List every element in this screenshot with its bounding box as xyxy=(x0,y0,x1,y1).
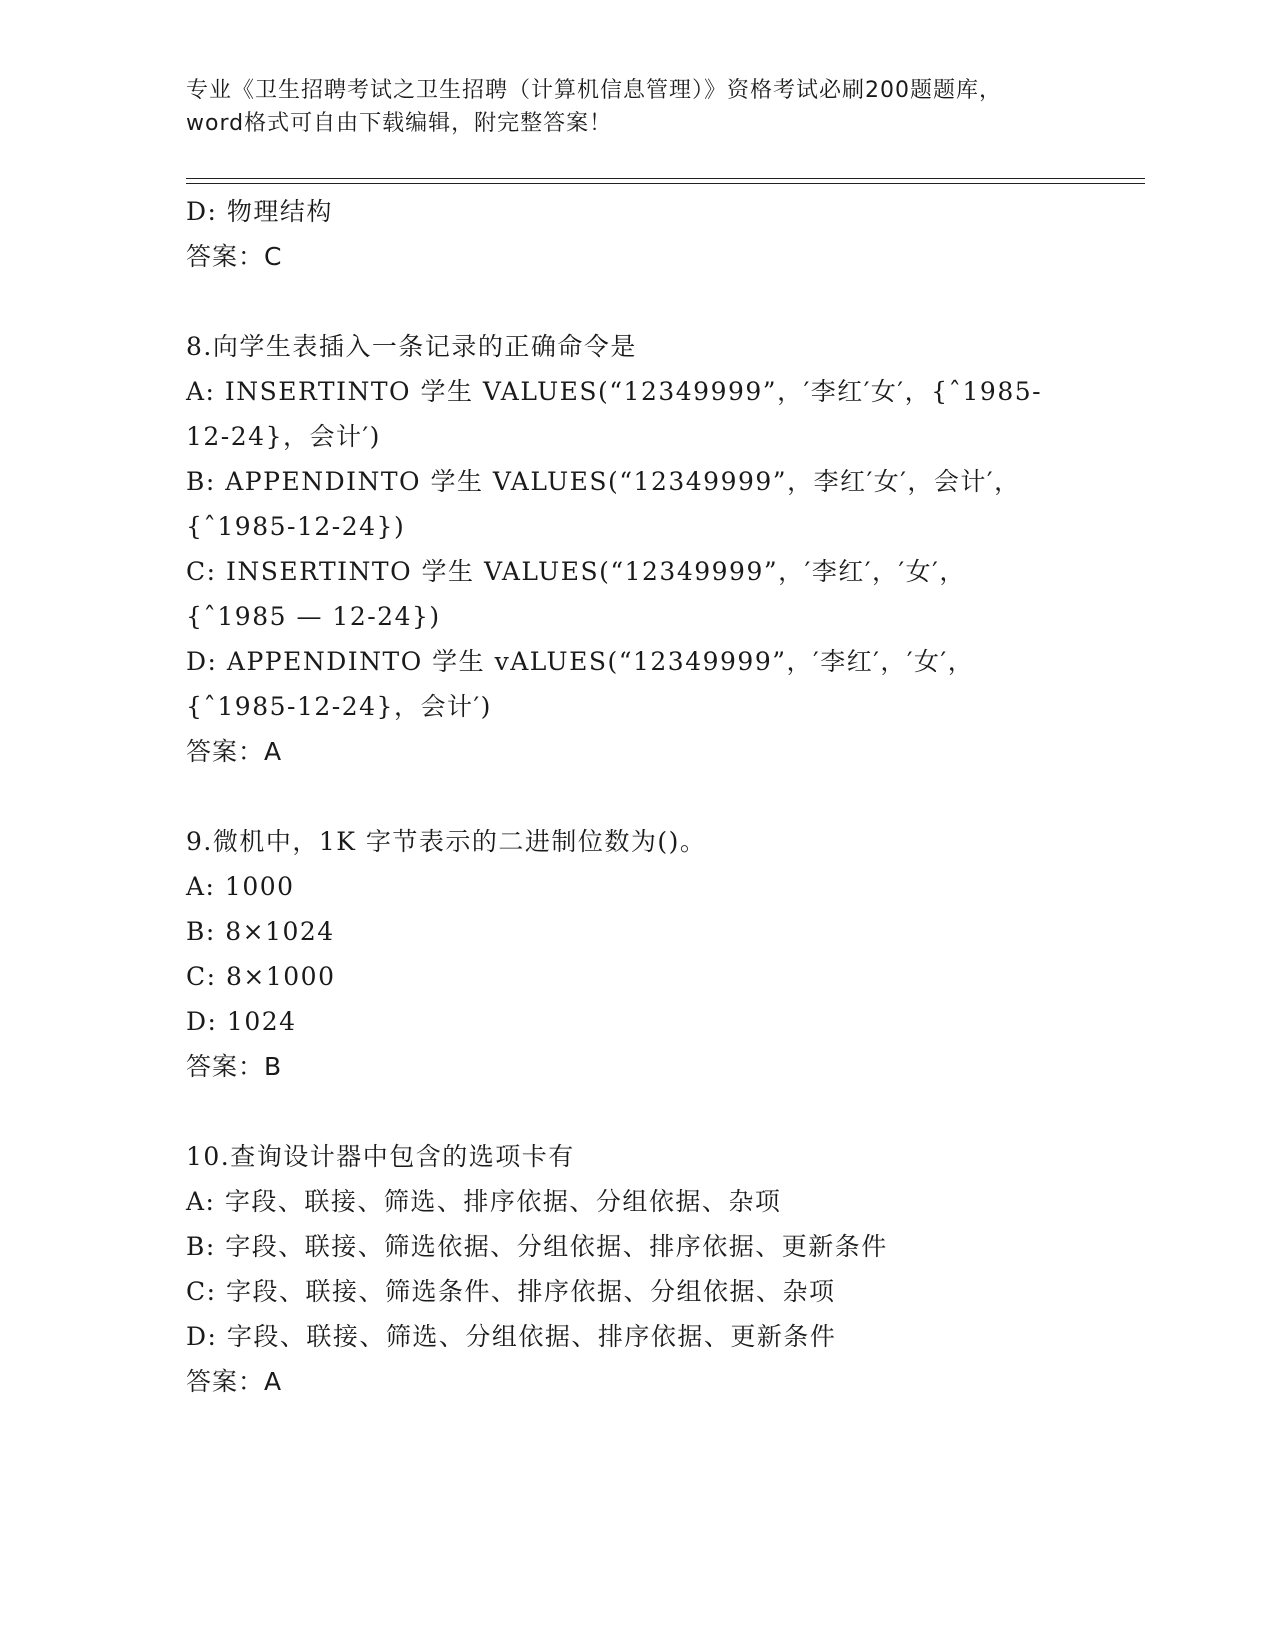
q9-option-c: C: 8×1000 xyxy=(186,962,336,991)
q8-question: 8.向学生表插入一条记录的正确命令是 xyxy=(186,332,637,361)
header-divider-top xyxy=(186,178,1145,179)
header-divider-bottom xyxy=(186,183,1145,184)
spacer xyxy=(186,1089,1106,1134)
document-header xyxy=(186,74,1086,140)
question-8 xyxy=(186,324,1106,774)
q8-option-b-line-1: B: APPENDINTO 学生 VALUES(“12349999”，李红′女′，会计′， xyxy=(186,467,1021,496)
q10-option-a: A: 字段、联接、筛选、排序依据、分组依据、杂项 xyxy=(186,1187,782,1216)
q10-option-c: C: 字段、联接、筛选条件、排序依据、分组依据、杂项 xyxy=(186,1277,836,1306)
q8-option-c-line-2: {ˆ1985 — 12-24}) xyxy=(186,602,441,631)
spacer xyxy=(186,279,1106,324)
question-list xyxy=(186,189,1106,1404)
q7-answer: 答案：C xyxy=(186,242,283,271)
question-9 xyxy=(186,819,1106,1089)
q8-option-d-line-1: D: APPENDINTO 学生 vALUES(“12349999”，′李红′，′女′， xyxy=(186,647,975,676)
q9-answer: 答案：B xyxy=(186,1052,283,1081)
q8-option-a-line-2: 12-24}，会计′) xyxy=(186,422,381,451)
q9-question: 9.微机中，1K 字节表示的二进制位数为()。 xyxy=(186,827,707,856)
q9-option-a: A: 1000 xyxy=(186,872,295,901)
q7-option-d: D: 物理结构 xyxy=(186,197,333,226)
q8-option-b-line-2: {ˆ1985-12-24}) xyxy=(186,512,406,541)
header-title-line-1: 专业《卫生招聘考试之卫生招聘（计算机信息管理）》资格考试必刷200题题库， xyxy=(186,78,1002,103)
q9-option-b: B: 8×1024 xyxy=(186,917,335,946)
question-7 xyxy=(186,189,1106,279)
q10-option-d: D: 字段、联接、筛选、分组依据、排序依据、更新条件 xyxy=(186,1322,837,1351)
q8-option-d-line-2: {ˆ1985-12-24}，会计′) xyxy=(186,692,492,721)
q10-answer: 答案：A xyxy=(186,1367,283,1396)
question-10 xyxy=(186,1134,1106,1404)
q9-option-d: D: 1024 xyxy=(186,1007,297,1036)
q8-answer: 答案：A xyxy=(186,737,283,766)
q8-option-c-line-1: C: INSERTINTO 学生 VALUES(“12349999”，′李红′，′女′， xyxy=(186,557,966,586)
q10-option-b: B: 字段、联接、筛选依据、分组依据、排序依据、更新条件 xyxy=(186,1232,888,1261)
q8-option-a-line-1: A: INSERTINTO 学生 VALUES(“12349999”，′李红′女′，{ˆ1985- xyxy=(186,377,1043,406)
header-title-line-2: word格式可自由下载编辑，附完整答案！ xyxy=(186,111,613,136)
q10-question: 10.查询设计器中包含的选项卡有 xyxy=(186,1142,575,1171)
spacer xyxy=(186,774,1106,819)
